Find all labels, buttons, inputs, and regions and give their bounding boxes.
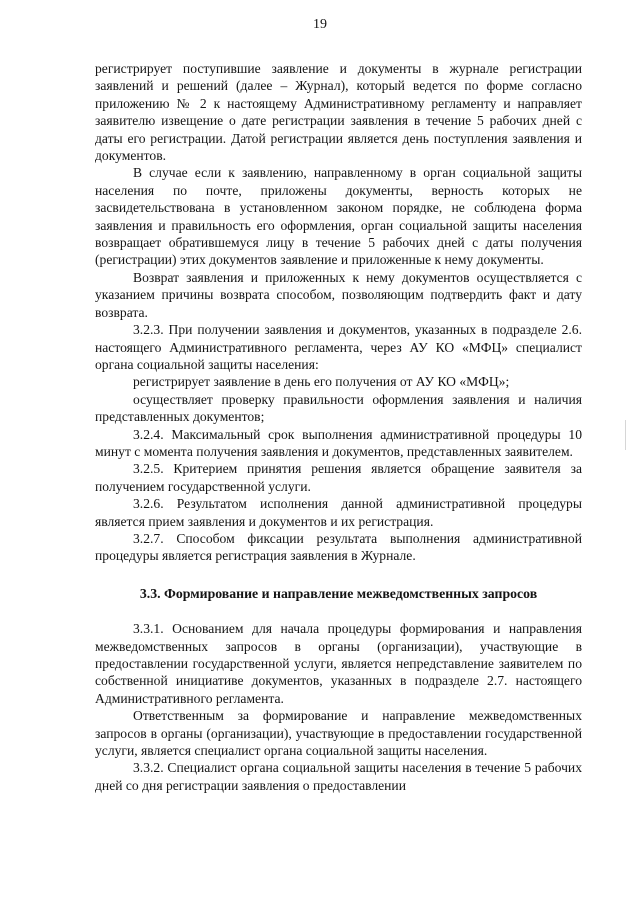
scan-margin-mark [625,420,626,450]
paragraph-checks-documents: осуществляет проверку правильности оформления заявления и наличия представленных документов; [95,391,582,425]
paragraph-3-2-7: 3.2.7. Способом фиксации результата выполнения административной процедуры является регистрация заявления в Журнале. [95,530,582,564]
paragraph-registers-application: регистрирует заявление в день его получения от АУ КО «МФЦ»; [133,374,510,390]
paragraph-3-2-3: 3.2.3. При получении заявления и документов, указанных в подразделе 2.6. настоящего Административного регламента, через АУ КО «МФЦ» специалист органа социальной защиты населения: [95,322,582,372]
paragraph-3-2-6: 3.2.6. Результатом исполнения данной административной процедуры является прием заявления и документов и их регистрация. [95,496,582,529]
paragraph-responsible: Ответственным за формирование и направление межведомственных запросов в органы (организации), участвующие в предоставлении государственной услуги, является специалист органа социальной защиты населения. [95,708,582,759]
paragraph-return-method: Возврат заявления и приложенных к нему документов осуществляется с указанием причины возврата способом, позволяющим подтвердить факт и дату возврата. [95,269,582,320]
paragraph-3-3-2: 3.3.2. Специалист органа социальной защиты населения в течение 5 рабочих дней со дня регистрации заявления о предоставлении [95,760,582,793]
paragraph-3-2-5: 3.2.5. Критерием принятия решения является обращение заявителя за получением государственной услуги. [95,461,582,494]
paragraph-3-3-1: 3.3.1. Основанием для начала процедуры формирования и направления межведомственных запросов в органы (организации), участвующие в предоставлении государственной услуги, является непредставление заявителем по собственной инициативе документов, указанных в подразделе 2.7. настоящего Административного регламента. [95,621,582,706]
section-heading: 3.3. Формирование и направление межведомственных запросов [139,585,538,601]
paragraph-registration: регистрирует поступившие заявление и документы в журнале регистрации заявлений и решений (далее – Журнал), который ведется по форме согласно приложению № 2 к настоящему Административному регламенту и направляет заявителю извещение о дате регистрации заявления в течение 5 рабочих дней с даты его регистрации. Датой регистрации является день поступления заявления и документов. [95,61,582,164]
page-number: 19 [313,17,327,32]
paragraph-3-2-4: 3.2.4. Максимальный срок выполнения административной процедуры 10 минут с момента получения заявления и документов, представленных заявителем. [95,426,582,459]
paragraph-postal-return: В случае если к заявлению, направленному в орган социальной защиты населения по почте, приложены документы, верность которых не засвидетельствована в установленном законом порядке, не соблюдена форма заявления и правильность его оформления, орган социальной защиты населения возвращает обратившемуся лицу в течение 5 рабочих дней с даты получения (регистрации) этих документов заявление и приложенные к нему документы. [95,165,582,268]
document-body [95,60,582,794]
